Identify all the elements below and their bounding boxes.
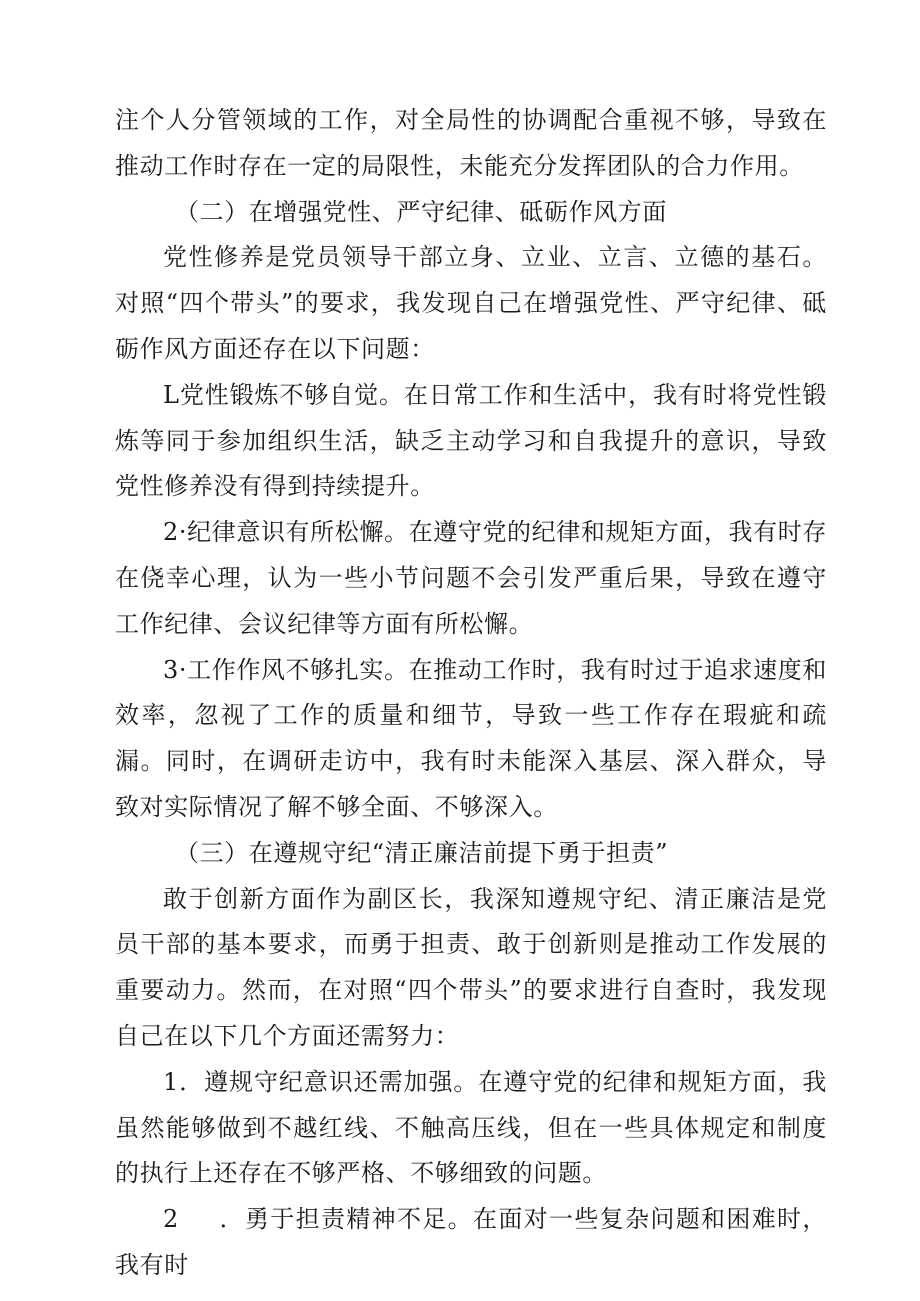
body-paragraph: 敢于创新方面作为副区长，我深知遵规守纪、清正廉洁是党员干部的基本要求，而勇于担责、敢于创新则是推动工作发展的重要动力。然而，在对照“四个带头”的要求进行自查时，我发现自己在以下几个方面还需努力： [115,884,827,1050]
list-item-1: L党性锻炼不够自觉。在日常工作和生活中，我有时将党性锻炼等同于参加组织生活，缺乏主动学习和自我提升的意识，导致党性修养没有得到持续提升。 [115,380,827,501]
list-text: ．勇于担责精神不足。在面对一些复杂问题和困难时，我有时 [115,1205,827,1279]
list-item-1: 1．遵规守纪意识还需加强。在遵守党的纪律和规矩方面，我虽然能够做到不越红线、不触高压线，但在一些具体规定和制度的执行上还存在不够严格、不够细致的问题。 [115,1067,827,1188]
list-item-2: 2·纪律意识有所松懈。在遵守党的纪律和规矩方面，我有时存在侥幸心理，认为一些小节问题不会引发严重后果，导致在遵守工作纪律、会议纪律等方面有所松懈。 [115,518,827,638]
body-paragraph: 党性修养是党员领导干部立身、立业、立言、立德的基石。对照“四个带头”的要求，我发现自己在增强党性、严守纪律、砥砺作风方面还存在以下问题： [115,243,827,363]
section-heading-3: （三）在遵规守纪“清正廉洁前提下勇于担责” [175,838,669,867]
section-heading-2: （二）在增强党性、严守纪律、砥砺作风方面 [175,197,667,226]
list-item-3: 3·工作作风不够扎实。在推动工作时，我有时过于追求速度和效率，忽视了工作的质量和细节，导致一些工作存在瑕疵和疏漏。同时，在调研走访中，我有时未能深入基层、深入群众，导致对实际情况了解不够全面、不够深入。 [115,655,827,821]
body-paragraph: 注个人分管领域的工作，对全局性的协调配合重视不够，导致在推动工作时存在一定的局限性，未能充分发挥团队的合力作用。 [115,106,827,180]
document-body [115,98,827,1289]
list-item-2 [115,1197,827,1289]
list-number: 2 [163,1205,179,1234]
